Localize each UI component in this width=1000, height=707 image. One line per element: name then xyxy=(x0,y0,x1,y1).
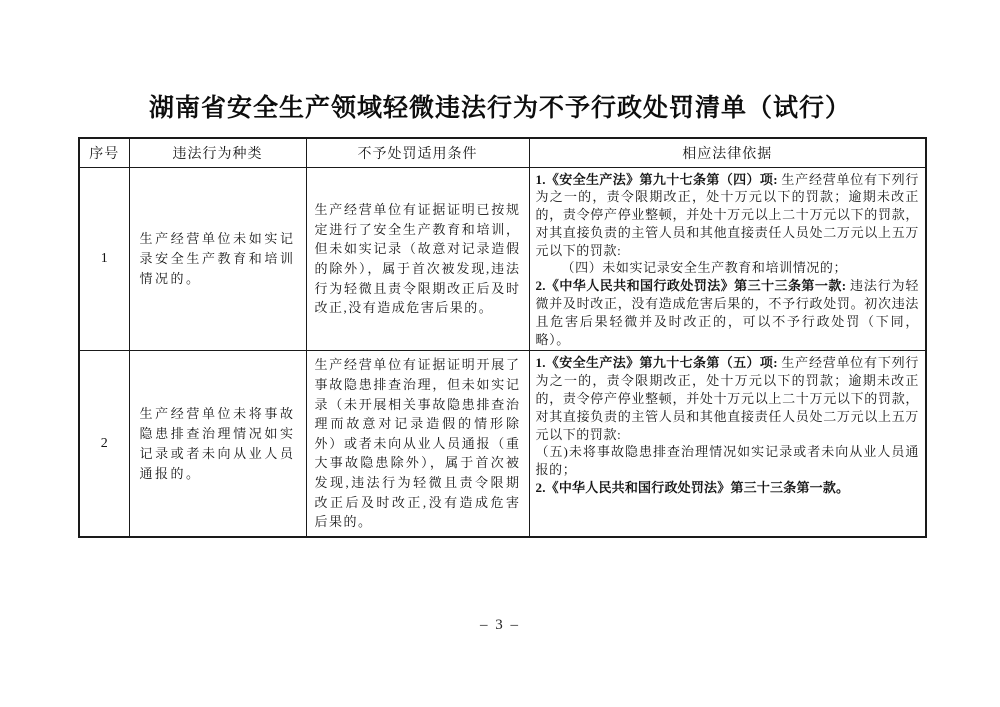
table-header-row xyxy=(79,138,926,167)
penalty-exemption-table xyxy=(78,137,927,538)
legal-citation-2: 2.《中华人民共和国行政处罚法》第三十三条第一款: xyxy=(535,278,850,294)
cell-serial-number: 1 xyxy=(79,167,129,351)
legal-text-1: 生产经营单位有下列行为之一的，责令限期改正，处十万元以下的罚款；逾期未改正的，责令停产停业整顿，并处十万元以上二十万元以下的罚款，对其直接负责的主管人员和其他直接责任人员处二万元以上五万元以下的罚款: xyxy=(535,171,919,258)
table-row xyxy=(79,167,926,351)
cell-exemption-condition: 生产经营单位有证据证明已按规定进行了安全生产教育和培训，但未如实记录（故意对记录造假的除外），属于首次被发现,违法行为轻微且责令限期改正后及时改正,没有造成危害后果的。 xyxy=(306,167,529,351)
cell-serial-number: 2 xyxy=(79,351,129,537)
header-violation-type: 违法行为种类 xyxy=(129,138,306,167)
legal-clause-2 xyxy=(536,479,920,497)
legal-item-4: （四）未如实记录安全生产教育和培训情况的； xyxy=(561,260,848,276)
cell-legal-basis xyxy=(529,351,926,537)
legal-citation-2: 2.《中华人民共和国行政处罚法》第三十三条第一款。 xyxy=(535,480,850,496)
cell-legal-basis xyxy=(529,167,926,351)
header-exemption-conditions: 不予处罚适用条件 xyxy=(306,138,529,167)
legal-clause-1 xyxy=(536,354,920,443)
page-title: 湖南省安全生产领域轻微违法行为不予行政处罚清单（试行） xyxy=(148,95,851,122)
table-row xyxy=(79,351,926,537)
legal-item-5: （五)未将事故隐患排查治理情况如实记录或者未向从业人员通报的； xyxy=(535,444,919,478)
cell-violation-type: 生产经营单位未将事故隐患排查治理情况如实记录或者未向从业人员通报的。 xyxy=(129,351,306,537)
legal-citation-1: 1.《安全生产法》第九十七条第（四）项: xyxy=(535,171,782,187)
legal-clause-2 xyxy=(536,277,920,348)
page-number: – 3 – xyxy=(480,617,520,633)
header-serial-number: 序号 xyxy=(79,138,129,167)
cell-exemption-condition: 生产经营单位有证据证明开展了事故隐患排查治理，但未如实记录（未开展相关事故隐患排查治理而故意对记录造假的情形除外）或者未向从业人员通报（重大事故隐患除外），属于首次被发现,违法行为轻微且责令限期改正后及时改正,没有造成危害后果的。 xyxy=(306,351,529,537)
header-legal-basis: 相应法律依据 xyxy=(529,138,926,167)
cell-violation-type: 生产经营单位未如实记录安全生产教育和培训情况的。 xyxy=(129,167,306,351)
legal-text-2: 违法行为轻微并及时改正，没有造成危害后果的，不予行政处罚。初次违法且危害后果轻微并及时改正的，可以不予行政处罚（下同，略）。 xyxy=(535,278,919,347)
legal-citation-1: 1.《安全生产法》第九十七条第（五）项: xyxy=(535,355,782,371)
legal-text-1: 生产经营单位有下列行为之一的，责令限期改正，处十万元以下的罚款；逾期未改正的，责令停产停业整顿，并处十万元以上二十万元以下的罚款，对其直接负责的主管人员和其他直接责任人员处二万元以上五万元以下的罚款: xyxy=(535,355,919,442)
legal-clause-1 xyxy=(536,171,920,260)
